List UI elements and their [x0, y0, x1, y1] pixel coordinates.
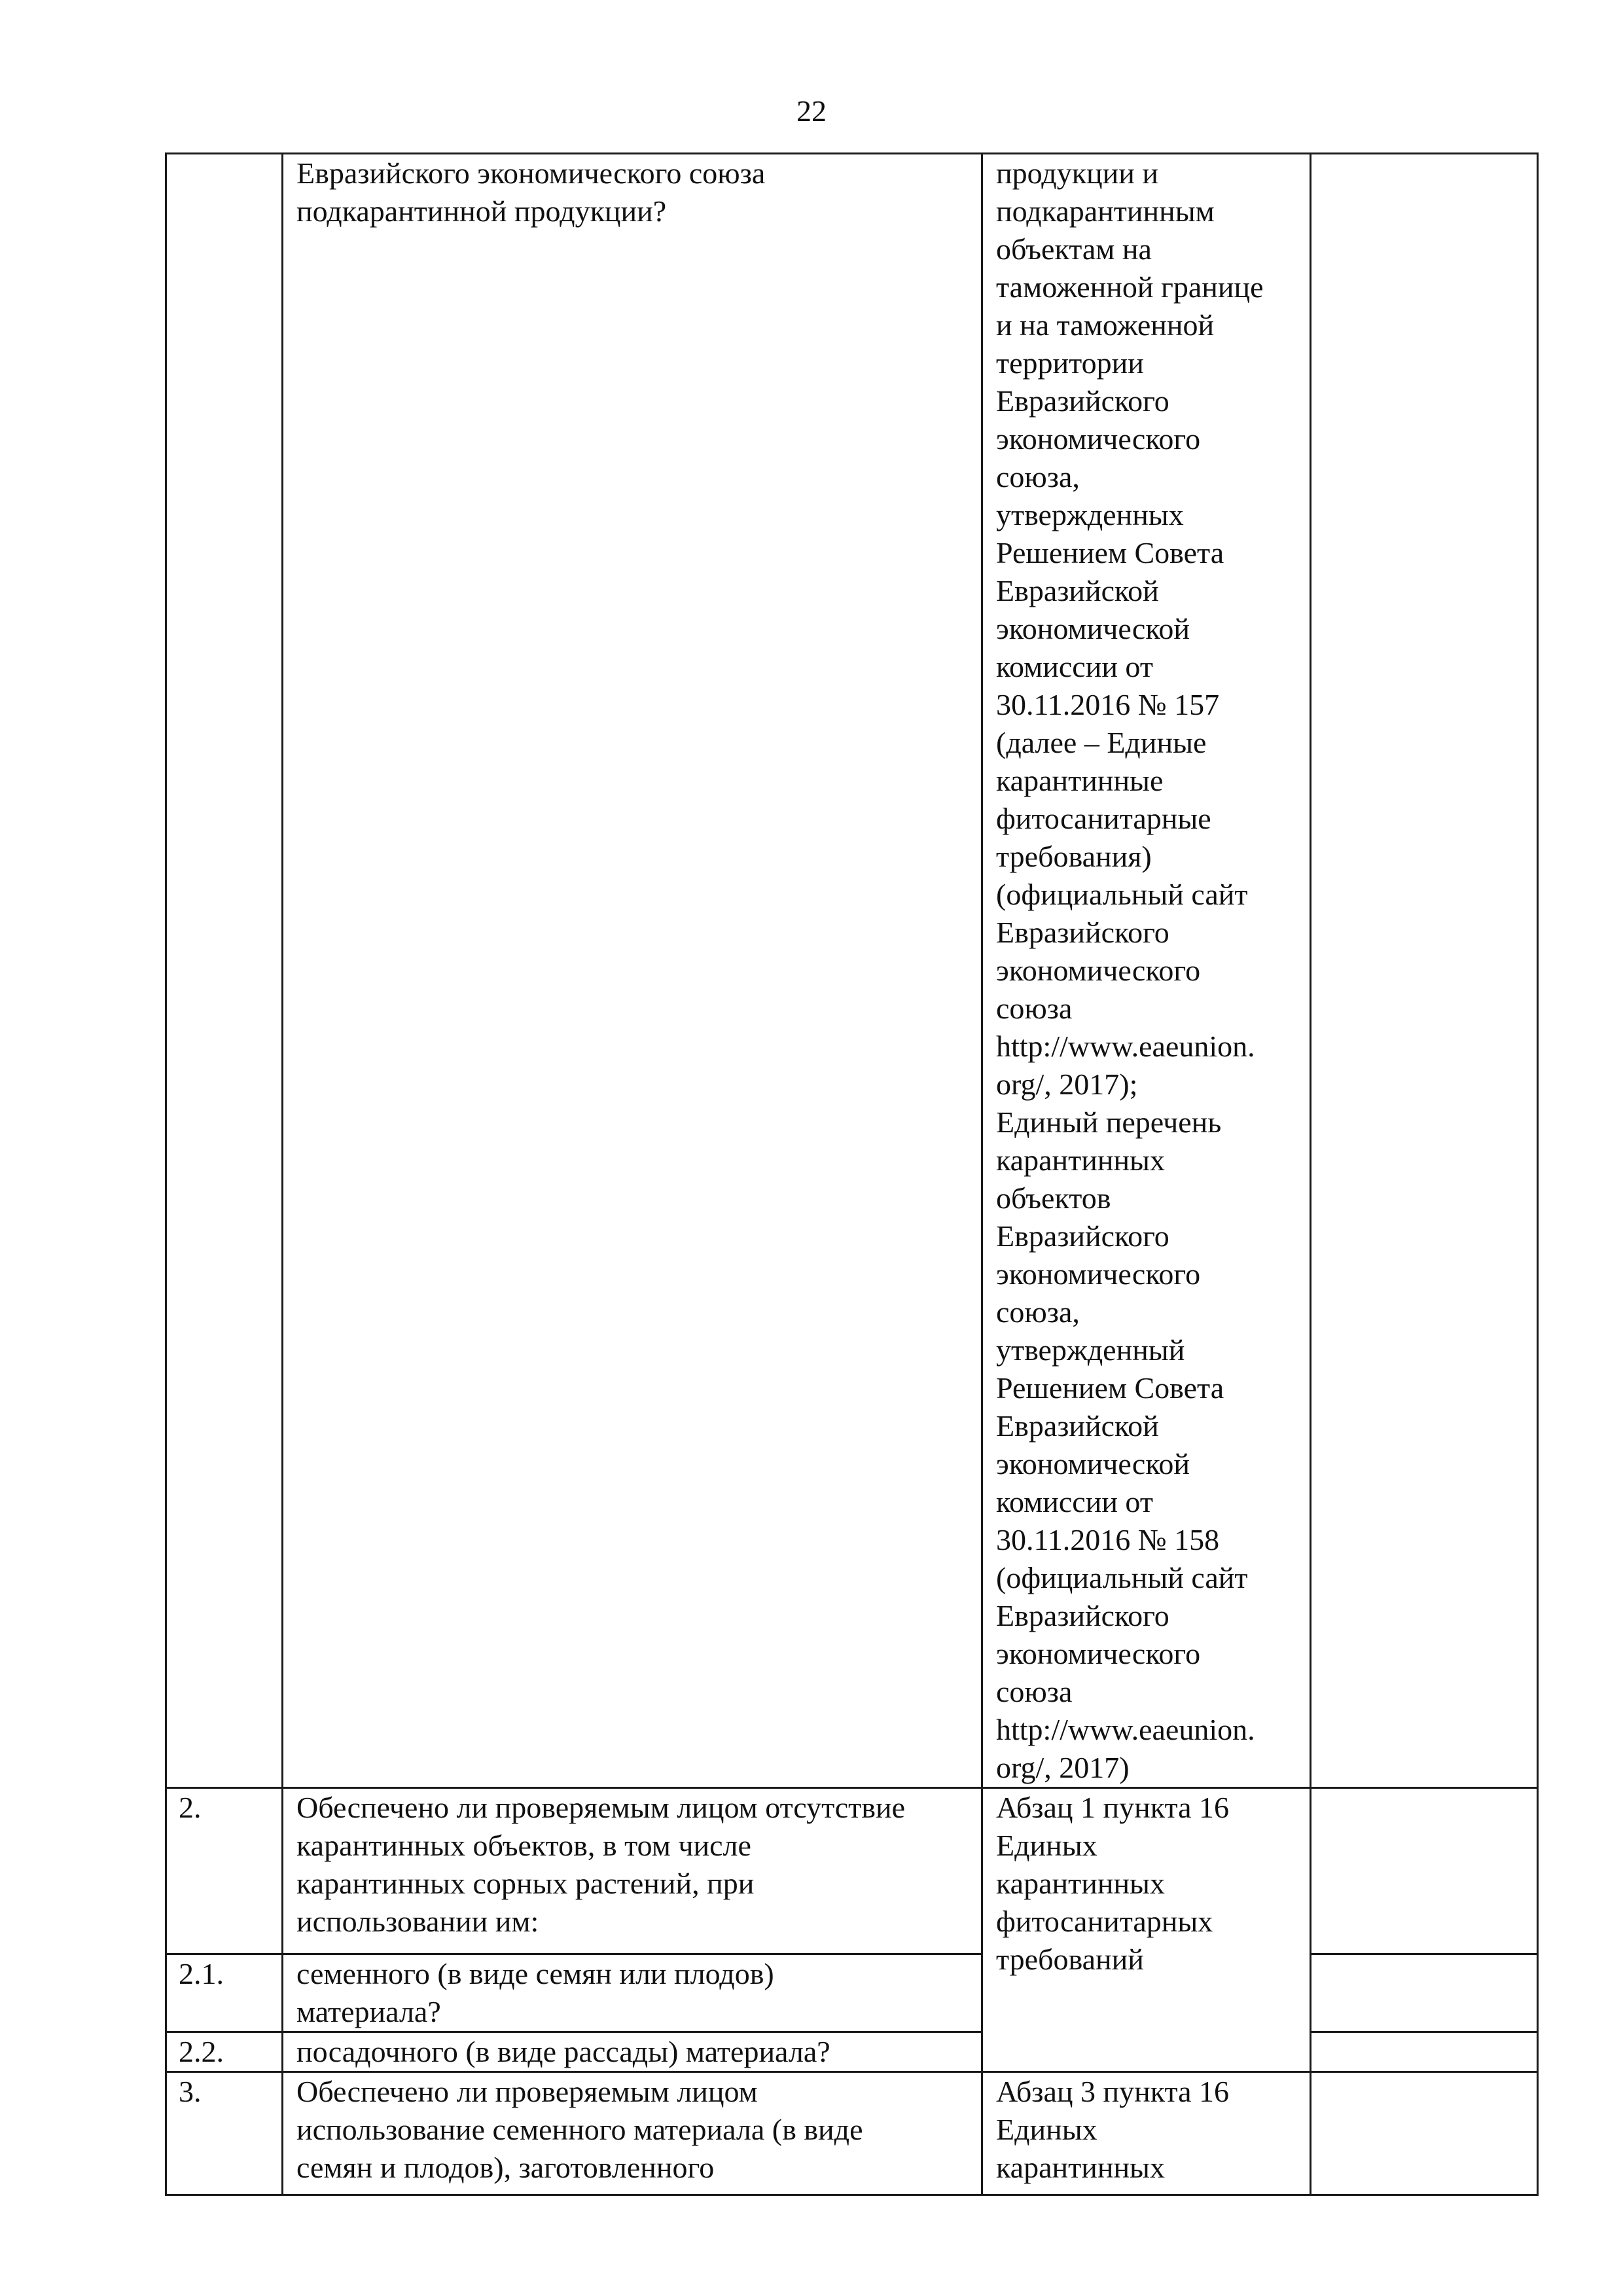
- note-cell: [1311, 1954, 1538, 2032]
- reference-line: союза,: [996, 1295, 1080, 1329]
- reference-link-line: http://www.eaeunion.: [996, 1030, 1255, 1063]
- note-cell: [1311, 154, 1538, 1788]
- table-row: [166, 2072, 1538, 2195]
- question-line: карантинных объектов, в том числе: [296, 1829, 751, 1862]
- reference-line: экономического: [996, 1637, 1201, 1670]
- question-line: использование семенного материала (в виде: [296, 2113, 863, 2146]
- reference-line: экономического: [996, 954, 1201, 987]
- reference-line: 30.11.2016 № 158: [996, 1523, 1220, 1556]
- question-line: семян и плодов), заготовленного: [296, 2151, 715, 2184]
- reference-line: союза: [996, 992, 1073, 1025]
- checklist-table: [165, 152, 1539, 2196]
- question-line: посадочного (в виде рассады) материала?: [296, 2035, 830, 2068]
- question-line: семенного (в виде семян или плодов): [296, 1957, 774, 1990]
- reference-line: экономического: [996, 422, 1201, 456]
- reference-line: требования): [996, 840, 1152, 873]
- question-line: Обеспечено ли проверяемым лицом отсутствие: [296, 1791, 906, 1824]
- reference-line: территории: [996, 346, 1144, 380]
- reference-line: экономической: [996, 1447, 1190, 1480]
- question-cell: [283, 154, 982, 1788]
- question-line: Обеспечено ли проверяемым лицом: [296, 2075, 758, 2108]
- reference-line: Евразийского: [996, 384, 1169, 418]
- question-line: подкарантинной продукции?: [296, 194, 667, 228]
- table-row: [166, 154, 1538, 1788]
- row-number-cell: 2.: [166, 1788, 283, 1954]
- reference-line: объектов: [996, 1181, 1111, 1215]
- question-line: использовании им:: [296, 1905, 539, 1938]
- question-cell: [283, 2072, 982, 2195]
- reference-line: утвержденный: [996, 1333, 1185, 1367]
- reference-line: (официальный сайт: [996, 1561, 1248, 1594]
- note-cell: [1311, 2032, 1538, 2072]
- reference-cell: [982, 154, 1311, 1788]
- reference-link-line: http://www.eaeunion.: [996, 1713, 1255, 1746]
- question-cell: [283, 1788, 982, 1954]
- question-cell: [283, 2032, 982, 2072]
- reference-line: карантинные: [996, 764, 1164, 797]
- reference-line: союза: [996, 1675, 1073, 1708]
- reference-line: Абзац 1 пункта 16: [996, 1791, 1230, 1824]
- note-cell: [1311, 1788, 1538, 1954]
- reference-cell: [982, 1788, 1311, 2072]
- reference-line: союза,: [996, 460, 1080, 493]
- reference-line: фитосанитарных: [996, 1905, 1213, 1938]
- reference-line: Решением Совета: [996, 1371, 1224, 1405]
- reference-line: карантинных: [996, 1143, 1165, 1177]
- reference-line: Евразийского: [996, 1219, 1169, 1253]
- question-cell: [283, 1954, 982, 2032]
- row-number-cell: [166, 154, 283, 1788]
- reference-line: комиссии от: [996, 650, 1153, 683]
- table-row: [166, 2032, 1538, 2072]
- reference-line: требований: [996, 1943, 1144, 1976]
- reference-line: Абзац 3 пункта 16: [996, 2075, 1230, 2108]
- reference-line: экономической: [996, 612, 1190, 645]
- table-row: [166, 1954, 1538, 2032]
- reference-line: Решением Совета: [996, 536, 1224, 569]
- reference-line: комиссии от: [996, 1485, 1153, 1518]
- row-number-cell: 2.2.: [166, 2032, 283, 2072]
- reference-line: продукции и: [996, 156, 1159, 190]
- reference-line: 30.11.2016 № 157: [996, 688, 1220, 721]
- reference-line: подкарантинным: [996, 194, 1215, 228]
- reference-line: Единых: [996, 2113, 1097, 2146]
- reference-line: таможенной границе: [996, 270, 1264, 304]
- reference-line: org/, 2017);: [996, 1067, 1138, 1101]
- table-row: [166, 1788, 1538, 1954]
- reference-line: Евразийской: [996, 574, 1159, 607]
- reference-line: Единый перечень: [996, 1105, 1222, 1139]
- reference-line: (официальный сайт: [996, 878, 1248, 911]
- reference-line: фитосанитарные: [996, 802, 1211, 835]
- reference-line: утвержденных: [996, 498, 1184, 531]
- reference-cell: [982, 2072, 1311, 2195]
- question-line: материала?: [296, 1995, 441, 2028]
- row-number-cell: 2.1.: [166, 1954, 283, 2032]
- reference-line: и на таможенной: [996, 308, 1215, 342]
- question-line: Евразийского экономического союза: [296, 156, 766, 190]
- reference-line: объектам на: [996, 232, 1152, 266]
- reference-line: Евразийской: [996, 1409, 1159, 1443]
- reference-line: Евразийского: [996, 916, 1169, 949]
- row-number-cell: 3.: [166, 2072, 283, 2195]
- note-cell: [1311, 2072, 1538, 2195]
- reference-line: карантинных: [996, 1867, 1165, 1900]
- reference-line: org/, 2017): [996, 1751, 1130, 1784]
- reference-line: Единых: [996, 1829, 1097, 1862]
- reference-line: Евразийского: [996, 1599, 1169, 1632]
- reference-line: (далее – Единые: [996, 726, 1207, 759]
- reference-line: карантинных: [996, 2151, 1165, 2184]
- reference-line: экономического: [996, 1257, 1201, 1291]
- page-number: 22: [796, 94, 827, 128]
- question-line: карантинных сорных растений, при: [296, 1867, 755, 1900]
